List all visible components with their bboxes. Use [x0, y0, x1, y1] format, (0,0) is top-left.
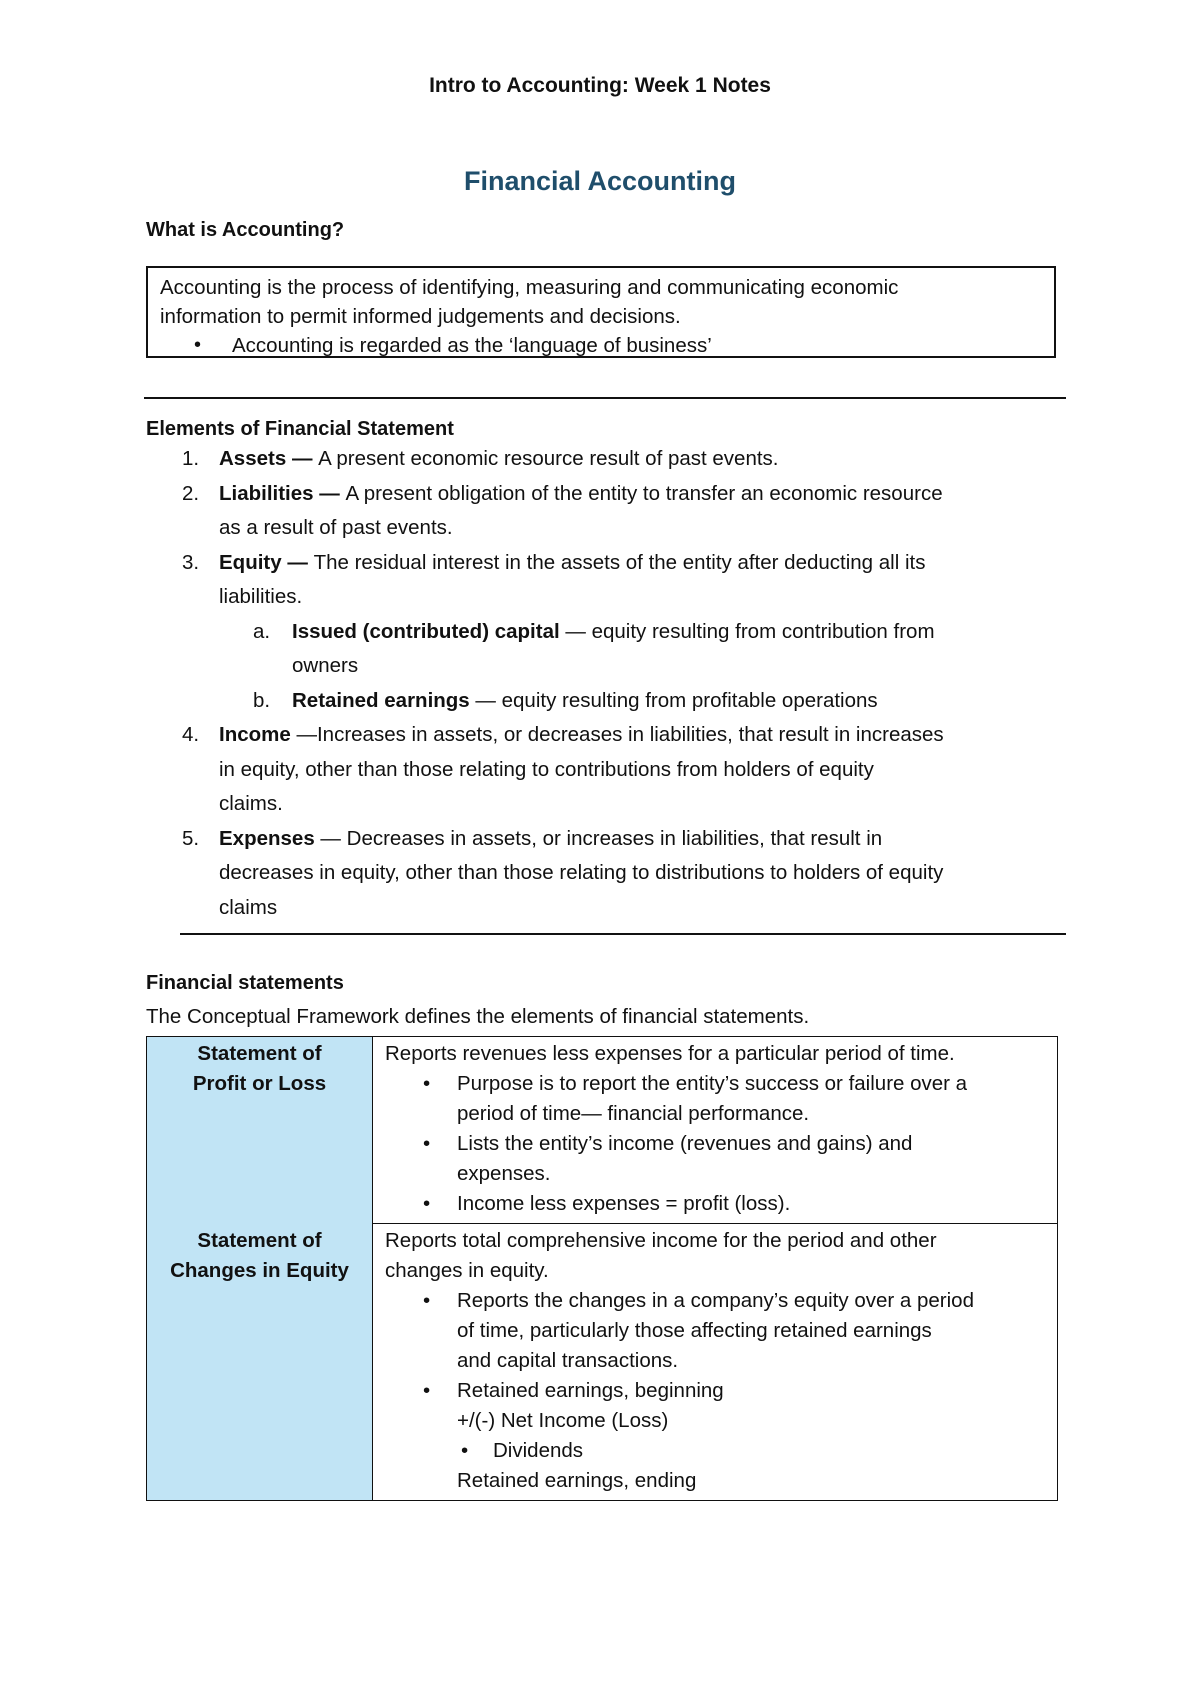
definition-text: as a result of past events.	[219, 516, 453, 539]
definition-bullet-text: Accounting is regarded as the ‘language of business’	[232, 334, 712, 357]
statements-heading: Financial statements	[146, 972, 344, 994]
list-item	[385, 1129, 1047, 1189]
sub-item-retained-earnings	[146, 684, 1066, 719]
list-item	[385, 1286, 1047, 1376]
row-label-profit-loss	[147, 1037, 373, 1224]
bullet-icon: •	[423, 1132, 431, 1155]
formula-line: Retained earnings, ending	[457, 1469, 697, 1492]
list-item	[385, 1376, 1047, 1406]
row-label-changes-equity	[147, 1224, 373, 1501]
term: Issued (contributed) capital	[292, 619, 560, 643]
list-number: 4.	[182, 723, 200, 746]
bullet-icon: •	[423, 1072, 431, 1095]
list-number: 2.	[182, 481, 200, 505]
row-body-profit-loss	[373, 1037, 1058, 1224]
definition-text: A present economic resource result of past events.	[318, 447, 779, 470]
term: Liabilities	[219, 481, 314, 505]
list-item-liabilities	[146, 477, 1066, 546]
list-item	[385, 1069, 1047, 1129]
bullet-text: Dividends	[493, 1439, 584, 1462]
list-item-expenses	[146, 822, 1066, 926]
definition-text: liabilities.	[219, 585, 303, 608]
bullet-text: Retained earnings, beginning	[457, 1379, 724, 1402]
divider-top	[144, 397, 1066, 399]
term: Equity	[219, 550, 282, 574]
statements-table	[146, 1036, 1058, 1501]
definition-text: Decreases in assets, or increases in liabilities, that result in	[346, 826, 883, 850]
definition-text: A present obligation of the entity to transfer an economic resource	[345, 481, 943, 505]
definition-text: Increases in assets, or decreases in liabilities, that result in increases	[316, 723, 944, 746]
row-label-line: Statement of	[197, 1042, 322, 1065]
term: Income	[219, 723, 291, 746]
row-description: Reports revenues less expenses for a particular period of time.	[385, 1042, 955, 1065]
divider-bottom	[180, 933, 1066, 935]
definition-text: in equity, other than those relating to contributions from holders of equity	[219, 757, 874, 781]
term-separator: —	[290, 723, 317, 746]
list-number: 5.	[182, 826, 200, 850]
bullet-text: period of time— financial performance.	[457, 1102, 810, 1125]
row-description: changes in equity.	[385, 1259, 549, 1282]
bullet-icon: •	[423, 1289, 431, 1312]
list-number: 3.	[182, 550, 200, 574]
bullet-text: of time, particularly those affecting retained earnings	[457, 1319, 932, 1342]
term-separator: —	[286, 447, 319, 470]
what-is-heading: What is Accounting?	[146, 219, 345, 241]
definition-text: decreases in equity, other than those relating to distributions to holders of equity	[219, 861, 944, 884]
elements-heading: Elements of Financial Statement	[146, 418, 454, 440]
definition-box	[146, 266, 1056, 358]
list-item-assets	[146, 442, 1066, 477]
list-number: 1.	[182, 447, 200, 470]
term: Assets	[219, 447, 287, 470]
list-item-income	[146, 718, 1066, 822]
definition-bullet	[160, 331, 1042, 360]
term: Retained earnings	[292, 688, 470, 712]
term-separator: —	[281, 550, 314, 574]
sub-item-issued-capital	[146, 615, 1066, 684]
page-title: Financial Accounting	[463, 166, 737, 196]
list-item	[385, 1189, 1047, 1219]
row-label-line: Statement of	[197, 1228, 322, 1252]
row-label-line: Changes in Equity	[170, 1258, 349, 1282]
bullet-icon: •	[194, 334, 202, 356]
term-separator: —	[313, 481, 346, 505]
statements-intro: The Conceptual Framework defines the elements of financial statements.	[146, 1005, 810, 1028]
nested-list-item	[385, 1436, 1047, 1466]
table-row	[147, 1224, 1058, 1501]
bullet-text: Purpose is to report the entity’s success or failure over a	[457, 1072, 968, 1095]
term-separator: —	[469, 688, 502, 712]
definition-text: owners	[292, 654, 359, 677]
row-body-changes-equity	[373, 1224, 1058, 1501]
definition-text: The residual interest in the assets of the entity after deducting all its	[313, 550, 926, 574]
row-description: Reports total comprehensive income for the period and other	[385, 1229, 937, 1252]
bullet-icon: •	[461, 1439, 469, 1462]
definition-text: claims.	[219, 792, 283, 815]
definition-text: claims	[219, 895, 278, 919]
definition-line-2: information to permit informed judgements and decisions.	[160, 305, 681, 328]
elements-list	[146, 442, 1066, 925]
term: Expenses	[219, 826, 315, 850]
term-separator: —	[559, 619, 592, 643]
page-header: Intro to Accounting: Week 1 Notes	[429, 74, 771, 97]
bullet-text: expenses.	[457, 1162, 551, 1185]
bullet-text: and capital transactions.	[457, 1349, 679, 1372]
definition-text: equity resulting from contribution from	[591, 619, 935, 643]
bullet-text: Income less expenses = profit (loss).	[457, 1192, 791, 1215]
definition-text: equity resulting from profitable operations	[501, 688, 878, 712]
list-item-equity	[146, 546, 1066, 615]
bullet-icon: •	[423, 1192, 431, 1215]
table-row	[147, 1037, 1058, 1224]
bullet-text: Lists the entity’s income (revenues and gains) and	[457, 1132, 913, 1155]
list-letter: b.	[253, 688, 271, 712]
bullet-list	[385, 1286, 1047, 1406]
row-label-line: Profit or Loss	[192, 1072, 327, 1095]
term-separator: —	[314, 826, 347, 850]
bullet-list	[385, 1069, 1047, 1219]
list-letter: a.	[253, 619, 271, 643]
bullet-text: Reports the changes in a company’s equity over a period	[457, 1289, 974, 1312]
formula-line: +/(-) Net Income (Loss)	[457, 1409, 669, 1432]
definition-line-1: Accounting is the process of identifying, measuring and communicating economic	[160, 276, 899, 299]
bullet-icon: •	[423, 1379, 431, 1402]
